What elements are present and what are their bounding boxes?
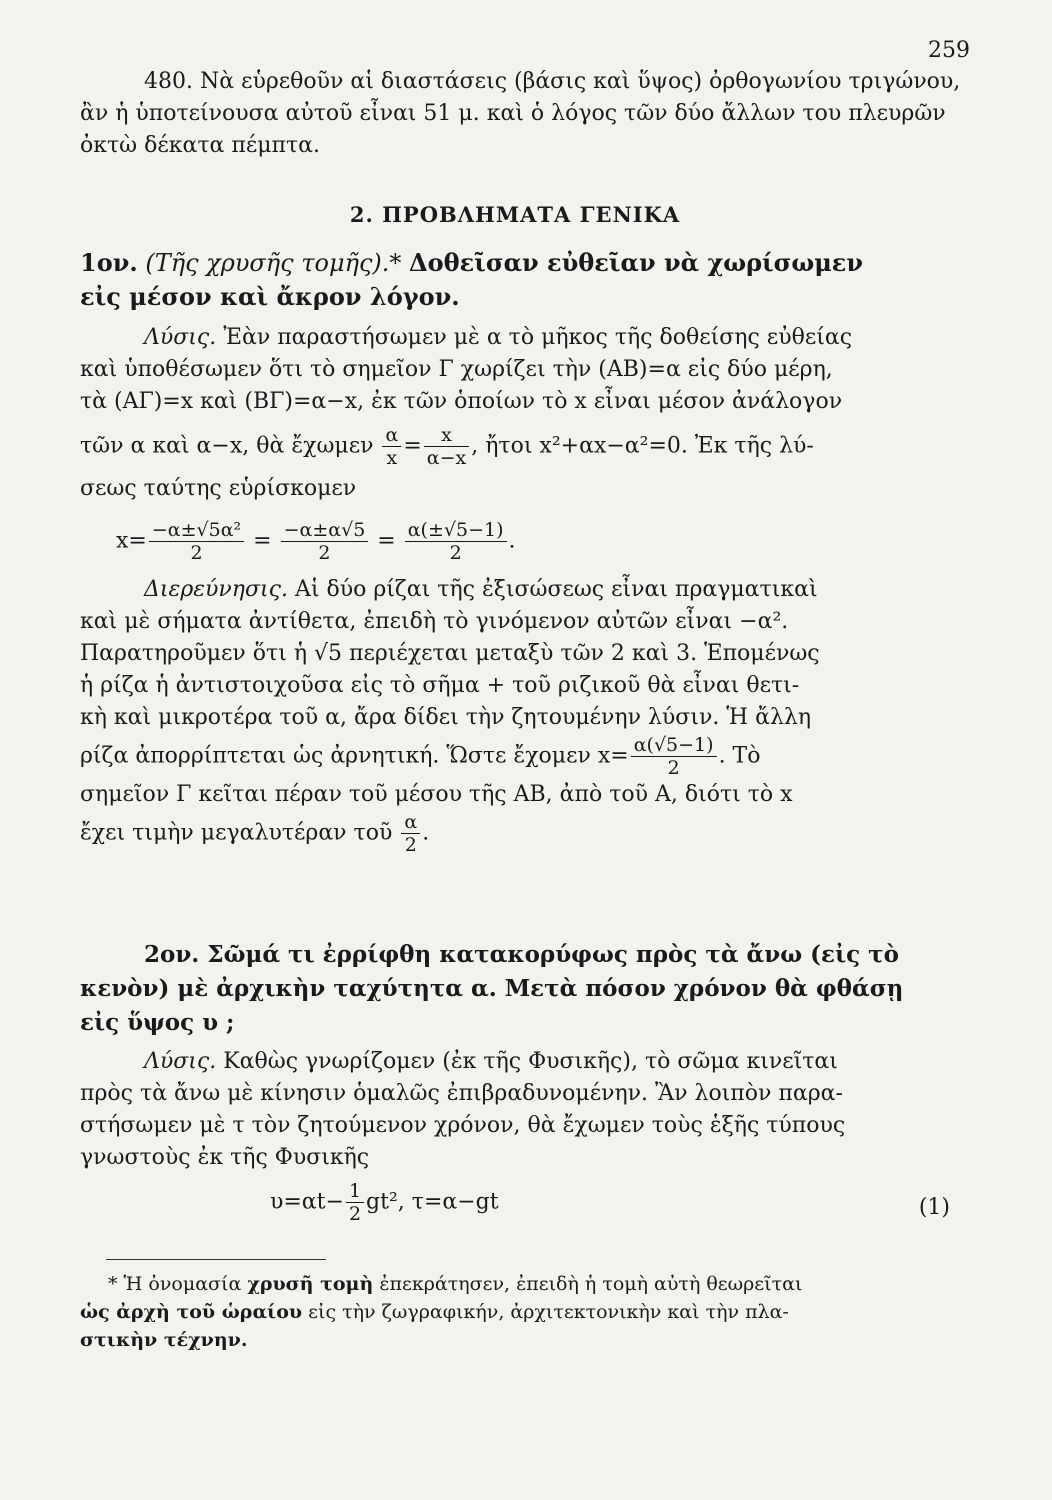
- text-line: πρὸς τὰ ἄνω μὲ κίνησιν ὁμαλῶς ἐπιβραδυνομένην. Ἂν λοιπὸν παρα-: [80, 1081, 843, 1106]
- text-line: ἂν ἡ ὑποτείνουσα αὐτοῦ εἶναι 51 μ. καὶ ὁ λόγος τῶν δύο ἄλλων του πλευρῶν: [80, 101, 946, 126]
- text-line-with-fraction: [80, 811, 950, 856]
- discussion-label: Διερεύνησις.: [144, 577, 288, 602]
- solution-label: Λύσις.: [144, 325, 217, 350]
- problem-number: 2ον.: [144, 941, 200, 968]
- footnote-line: [80, 1270, 950, 1298]
- equation-x: x= $\frac{\text{−α±√5α²}}{2}$ = $\frac{-\alpha\pm\alpha√5}{2}$ = $\frac{\alpha(\pm√5-1)}{2}$ .: [116, 519, 516, 564]
- fraction: [401, 811, 420, 856]
- text-line: καὶ μὲ σήματα ἀντίθετα, ἐπειδὴ τὸ γινόμενον αὐτῶν εἶναι −α².: [80, 609, 789, 634]
- text-line: γνωστοὺς ἐκ τῆς Φυσικῆς: [80, 1145, 370, 1170]
- problem-number: 1ον.: [80, 248, 138, 277]
- fraction: [281, 519, 369, 564]
- numerator: α: [382, 424, 401, 447]
- text-line: σεως ταύτης εὑρίσκομεν: [80, 476, 357, 501]
- denominator: x: [386, 447, 398, 469]
- text-line: ὀκτὼ δέκατα πέμπτα.: [80, 133, 321, 158]
- numerator: −α±α√5: [281, 519, 369, 542]
- denominator: 2: [404, 834, 417, 856]
- problem-statement-line: εἰς ὕψος υ ;: [80, 1009, 235, 1036]
- denominator: α−x: [426, 447, 467, 469]
- text-line: ἡ ρίζα ἡ ἀντιστοιχοῦσα εἰς τὸ σῆμα + τοῦ ριζικοῦ θὰ εἶναι θετι-: [80, 673, 800, 698]
- numerator: α: [401, 811, 420, 834]
- solution-label: Λύσις.: [144, 1049, 217, 1074]
- text-line: κὴ καὶ μικροτέρα τοῦ α, ἄρα δίδει τὴν ζητουμένην λύσιν. Ἡ ἄλλη: [80, 705, 812, 730]
- numerator: α(√5−1): [631, 734, 717, 757]
- text-span: ὡς ἀρχὴ τοῦ ὡραίου: [80, 1301, 303, 1323]
- text-line: [80, 1046, 950, 1078]
- fraction: [631, 734, 717, 779]
- text-span: Ἐὰν παραστήσωμεν μὲ α τὸ μῆκος τῆς δοθείσης εὐθείας: [223, 325, 853, 350]
- text-span: εἰς τὴν ζωγραφικήν, ἀρχιτεκτονικὴν καὶ τὴν πλα-: [308, 1301, 789, 1323]
- text-line: σημεῖον Γ κεῖται πέραν τοῦ μέσου τῆς ΑΒ, ἀπὸ τοῦ Α, διότι τὸ x: [80, 782, 793, 807]
- footnote-line: στικὴν τέχνην.: [80, 1329, 248, 1351]
- eq-lhs: x=: [116, 528, 147, 554]
- text-span: ἔχει τιμὴν μεγαλυτέραν τοῦ: [80, 820, 393, 846]
- text-span: Αἱ δύο ρίζαι τῆς ἐξισώσεως εἶναι πραγματικαὶ: [294, 577, 818, 602]
- equation-1: [80, 1180, 950, 1225]
- page-number: 259: [928, 38, 970, 63]
- footnote-rule: [106, 1259, 326, 1260]
- denominator: 2: [449, 542, 462, 564]
- eq-end: .: [508, 528, 516, 554]
- problem-2: [80, 938, 950, 1225]
- text-span: ἐπεκράτησεν, ἐπειδὴ ἡ τομὴ αὐτὴ θεωρεῖται: [379, 1273, 803, 1295]
- numerator: 1: [346, 1180, 364, 1203]
- denominator: 2: [190, 542, 203, 564]
- text-line: Παρατηροῦμεν ὅτι ἡ √5 περιέχεται μεταξὺ τῶν 2 καὶ 3. Ἑπομένως: [80, 641, 820, 666]
- numerator: x: [424, 424, 469, 447]
- text-line: 480. Νὰ εὑρεθοῦν αἱ διαστάσεις (βάσις καὶ ὕψος) ὀρθογωνίου τριγώνου,: [144, 69, 961, 94]
- text-span: ρίζα ἀπορρίπτεται ὡς ἀρνητική. Ὥστε ἔχομεν x=: [80, 743, 629, 769]
- problem-statement: Δοθεῖσαν εὐθεῖαν νὰ χωρίσωμεν: [409, 248, 864, 277]
- problem-statement-line: [80, 246, 950, 280]
- fraction: [346, 1180, 364, 1225]
- text-span: . Τὸ: [718, 743, 761, 769]
- numerator: −α±√5α²: [149, 519, 244, 542]
- text-line: στήσωμεν μὲ τ τὸν ζητούμενον χρόνον, θὰ ἔχωμεν τοὺς ἑξῆς τύπους: [80, 1113, 846, 1138]
- text-span: * Ἡ ὀνομασία: [108, 1273, 242, 1295]
- text-line-with-fractions: τῶν α καὶ α−x, θὰ ἔχωμεν $\frac{\alpha}{x}$ = $\frac{x}{\alpha-x}$ , ἤτοι x²+αx−α²=0. Ἐκ τῆς λύ-: [80, 424, 814, 469]
- text-line-with-fraction: [80, 734, 950, 779]
- problem-statement-line: κενὸν) μὲ ἀρχικὴν ταχύτητα α. Μετὰ πόσον χρόνον θὰ φθάσῃ: [80, 975, 904, 1002]
- problem-statement-line: εἰς μέσον καὶ ἄκρον λόγον.: [80, 282, 460, 311]
- text-span: τῶν α καὶ α−x, θὰ ἔχωμεν: [80, 433, 374, 459]
- footnote: [80, 1270, 950, 1354]
- problem-title: (Τῆς χρυσῆς τομῆς).*: [145, 249, 402, 277]
- text-line: [80, 574, 950, 606]
- problem-statement: Σῶμά τι ἐρρίφθη κατακορύφως πρὸς τὰ ἄνω (εἰς τὸ: [207, 941, 899, 968]
- text-line: [80, 322, 950, 354]
- fraction: [382, 424, 401, 469]
- footnote-line: [80, 1298, 950, 1326]
- numerator: α(±√5−1): [405, 519, 507, 542]
- text-span: .: [422, 820, 430, 846]
- fraction: [149, 519, 244, 564]
- problem-statement-line: [80, 938, 950, 972]
- problem-480: [80, 66, 961, 162]
- denominator: 2: [667, 757, 680, 779]
- text-span: Καθὼς γνωρίζομεν (ἐκ τῆς Φυσικῆς), τὸ σῶμα κινεῖται: [223, 1049, 838, 1074]
- text-span: , ἤτοι x²+αx−α²=0. Ἐκ τῆς λύ-: [471, 433, 814, 459]
- eq-part: υ=αt−: [270, 1189, 344, 1215]
- denominator: 2: [348, 1203, 362, 1225]
- fraction: [424, 424, 469, 469]
- text-line: τὰ (ΑΓ)=x καὶ (ΒΓ)=α−x, ἐκ τῶν ὁποίων τὸ x εἶναι μέσον ἀνάλογον: [80, 389, 843, 414]
- problem-1: [80, 246, 950, 856]
- section-heading: 2. ΠΡΟΒΛΗΜΑΤΑ ΓΕΝΙΚΑ: [349, 202, 681, 227]
- text-line: καὶ ὑποθέσωμεν ὅτι τὸ σημεῖον Γ χωρίζει τὴν (ΑΒ)=α εἰς δύο μέρη,: [80, 357, 833, 382]
- text-span: χρυσῆ τομὴ: [247, 1273, 374, 1295]
- denominator: 2: [318, 542, 331, 564]
- eq-part: gt², τ=α−gt: [366, 1189, 499, 1215]
- fraction: [405, 519, 507, 564]
- equation-number: (1): [918, 1195, 950, 1220]
